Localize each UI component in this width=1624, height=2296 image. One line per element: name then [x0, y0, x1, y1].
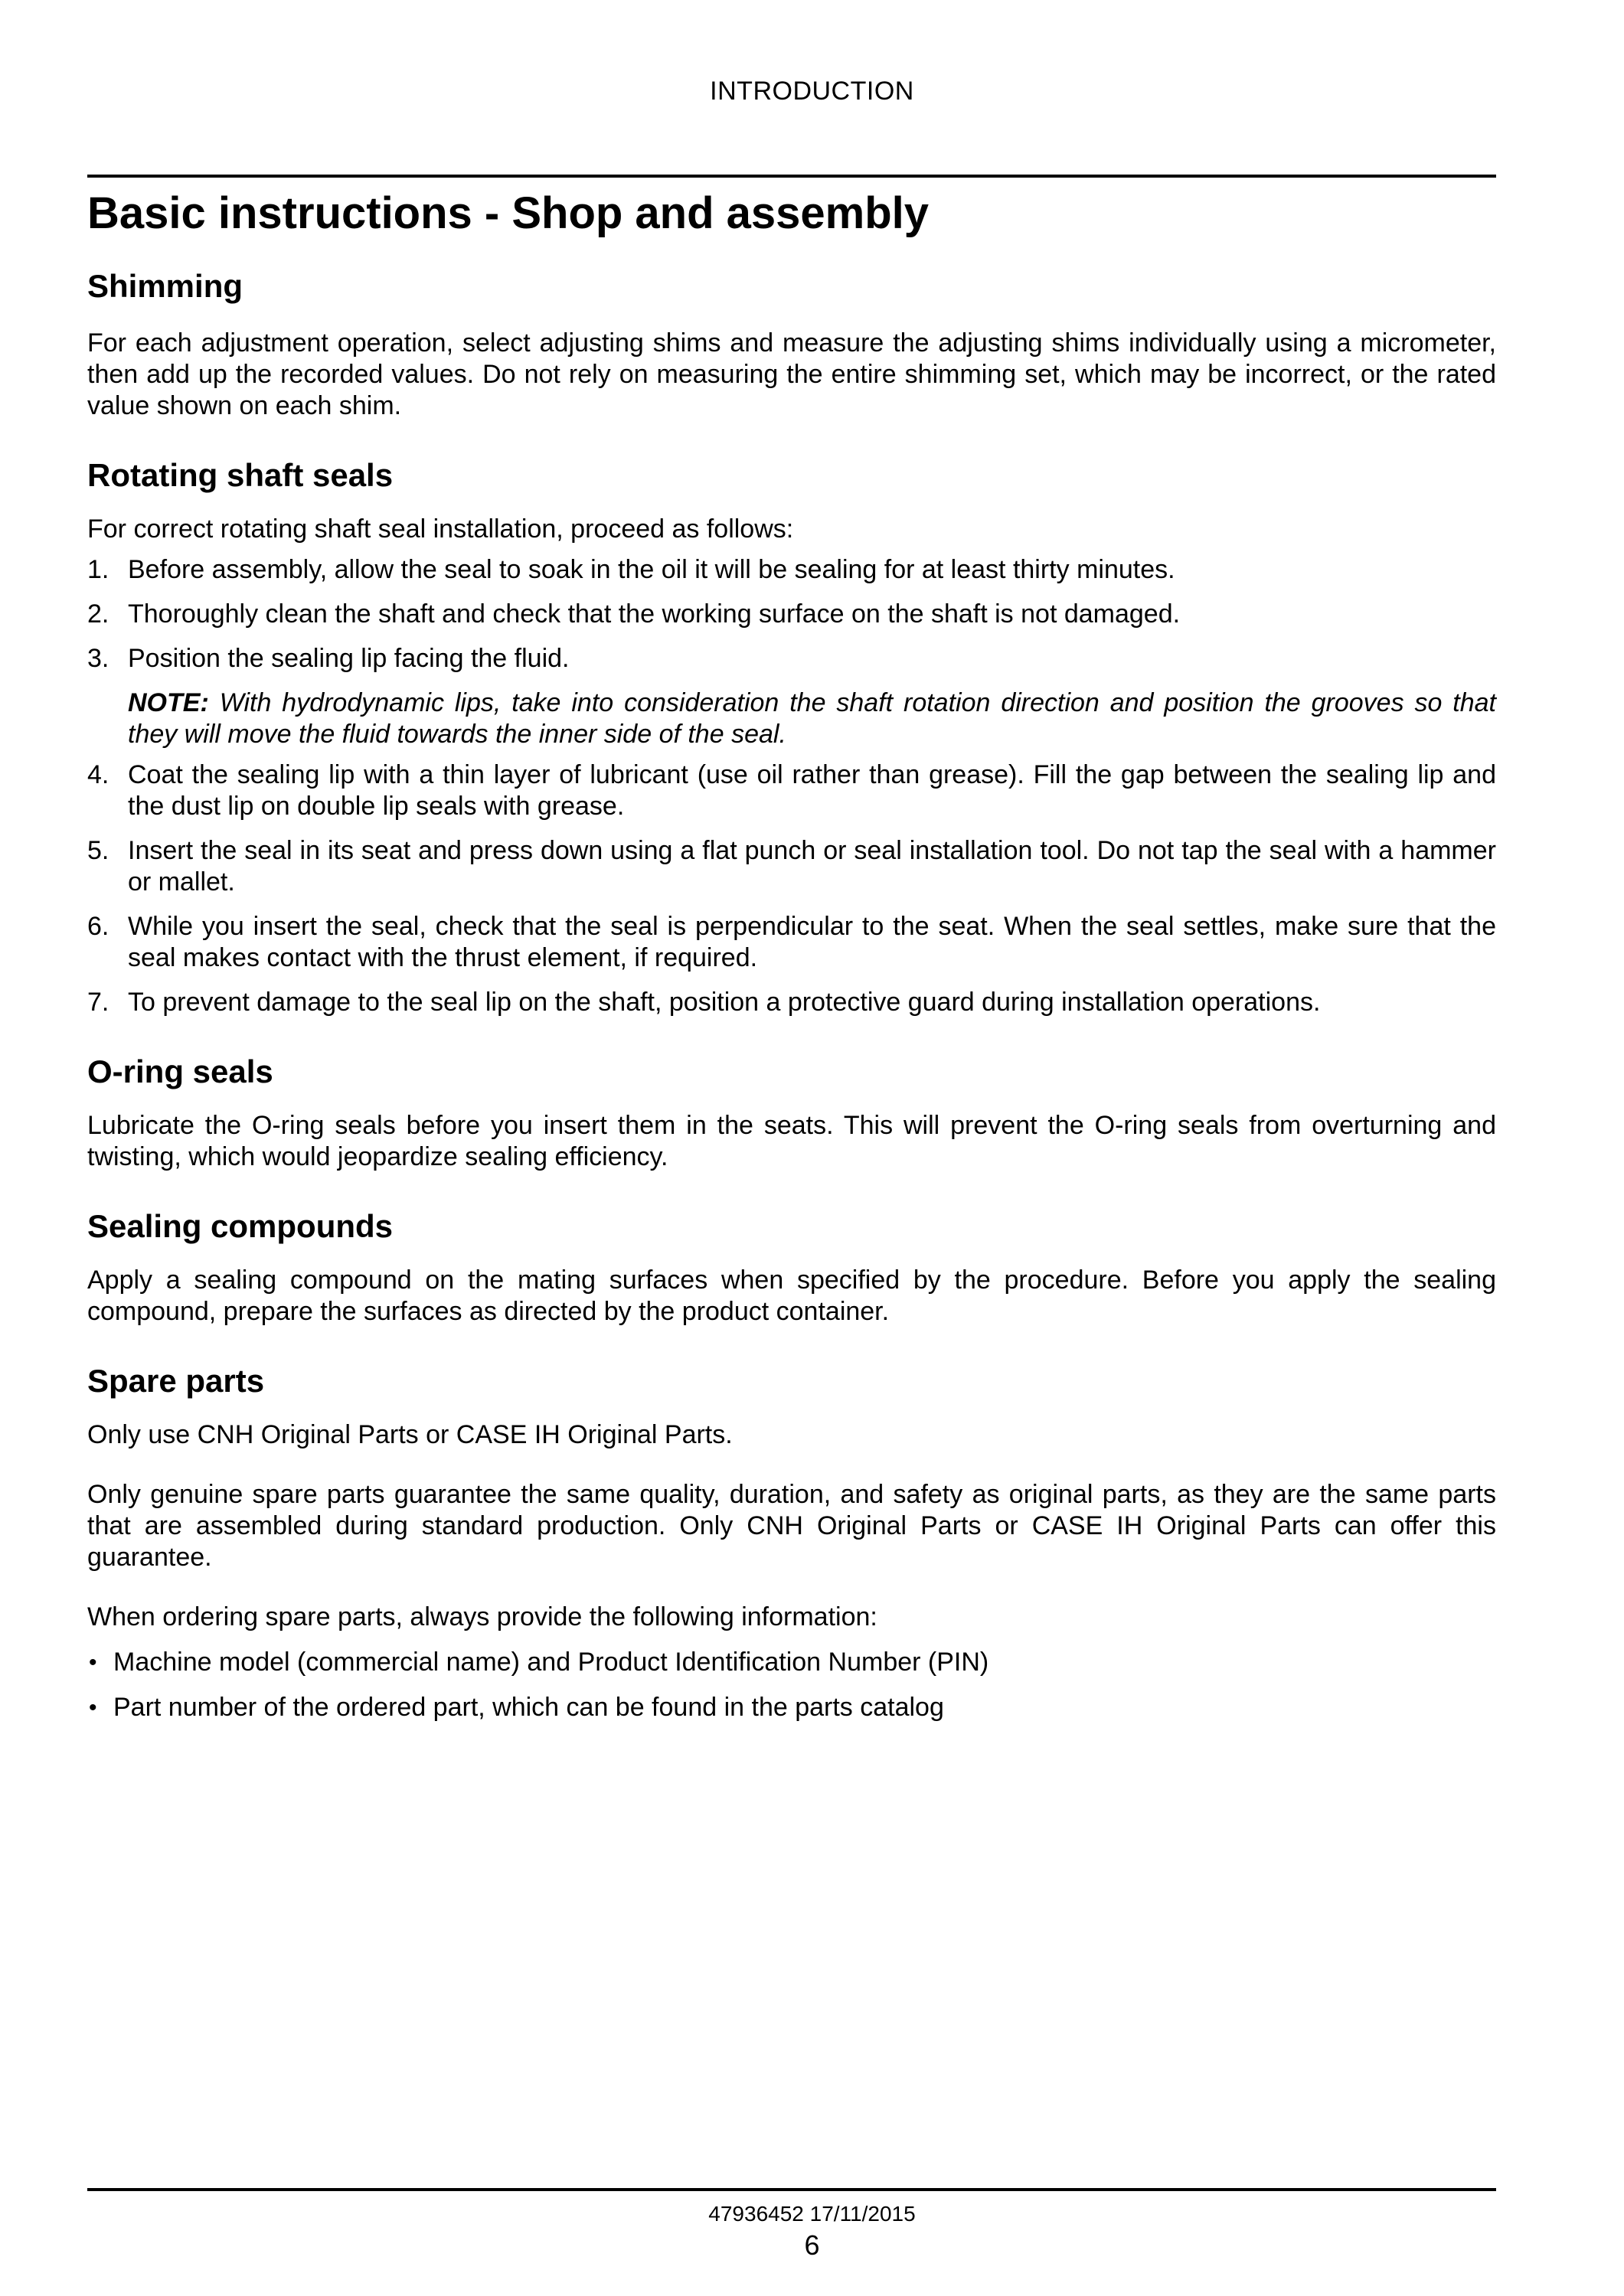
bullet-icon: • [89, 1650, 97, 1675]
bullet-text: Machine model (commercial name) and Product Identification Number (PIN) [113, 1648, 989, 1677]
step-number: 3. [87, 644, 109, 673]
step-text: Before assembly, allow the seal to soak in the oil it will be sealing for at least thirty minutes. [128, 555, 1175, 584]
sealing-compounds-text: Apply a sealing compound on the mating surfaces when specified by the procedure. Before you apply the sealing compound, prepare the surfaces as directed by the product container. [87, 1266, 1496, 1326]
step-number: 2. [87, 599, 109, 629]
heading-sealing-compounds: Sealing compounds [87, 1208, 394, 1244]
heading-o-ring-seals: O-ring seals [87, 1053, 273, 1089]
footer-rule [87, 2188, 1496, 2191]
spare-parts-text-1: Only use CNH Original Parts or CASE IH Original Parts. [87, 1420, 733, 1449]
step-number: 1. [87, 555, 109, 584]
list-item [87, 759, 1496, 822]
spare-parts-text-2: Only genuine spare parts guarantee the same quality, duration, and safety as original parts, as they are the same parts that are assembled during standard production. Only CNH Original Parts or CASE IH Original Parts can offer this guarantee. [87, 1480, 1496, 1572]
step-text: To prevent damage to the seal lip on the shaft, position a protective guard during installation operations. [128, 988, 1321, 1017]
rotating-intro: For correct rotating shaft seal installation, proceed as follows: [87, 514, 794, 544]
o-ring-text: Lubricate the O-ring seals before you insert them in the seats. This will prevent the O-ring seals from overturning and twisting, which would jeopardize sealing efficiency. [87, 1111, 1496, 1171]
running-header: INTRODUCTION [710, 77, 914, 106]
bullet-text: Part number of the ordered part, which can be found in the parts catalog [113, 1693, 944, 1722]
page-title: Basic instructions - Shop and assembly [87, 188, 930, 238]
list-item [87, 835, 1496, 898]
step-text: Insert the seal in its seat and press down using a flat punch or seal installation tool. Do not tap the seal with a hammer or mallet. [128, 836, 1496, 897]
step-number: 6. [87, 912, 109, 941]
heading-rotating-shaft-seals: Rotating shaft seals [87, 457, 394, 493]
step-number: 4. [87, 760, 109, 789]
list-item [87, 1692, 1496, 1723]
document-id: 47936452 17/11/2015 [708, 2202, 916, 2226]
heading-shimming: Shimming [87, 268, 243, 304]
list-item [87, 643, 1496, 674]
step-number: 5. [87, 836, 109, 865]
list-item [87, 599, 1496, 630]
note-label: NOTE: [128, 688, 209, 717]
list-item [87, 1647, 1496, 1678]
list-item [87, 987, 1496, 1018]
header-rule [87, 175, 1496, 178]
spare-parts-info-list [87, 1647, 1496, 1723]
heading-spare-parts: Spare parts [87, 1363, 265, 1399]
list-item [87, 911, 1496, 974]
bullet-icon: • [89, 1695, 97, 1720]
step-text: Coat the sealing lip with a thin layer of lubricant (use oil rather than grease). Fill the gap between the sealing lip and the dust lip on double lip seals with grease. [128, 760, 1496, 821]
page-content [87, 184, 1496, 1723]
spare-parts-text-3: When ordering spare parts, always provide the following information: [87, 1602, 877, 1631]
note-block [128, 687, 1496, 750]
step-text: Thoroughly clean the shaft and check that the working surface on the shaft is not damaged. [128, 599, 1181, 629]
step-text: Position the sealing lip facing the fluid. [128, 644, 570, 673]
note-text: With hydrodynamic lips, take into consideration the shaft rotation direction and position the grooves so that they will move the fluid towards the inner side of the seal. [128, 688, 1496, 749]
rotating-steps-list [87, 554, 1496, 674]
step-text: While you insert the seal, check that the seal is perpendicular to the seat. When the seal settles, make sure that the seal makes contact with the thrust element, if required. [128, 912, 1496, 972]
page-number: 6 [804, 2229, 820, 2261]
rotating-steps-list-continued [87, 759, 1496, 1018]
shimming-text: For each adjustment operation, select adjusting shims and measure the adjusting shims individually using a micrometer, then add up the recorded values. Do not rely on measuring the entire shimming set, which may be incorrect, or the rated value shown on each shim. [87, 328, 1496, 420]
step-number: 7. [87, 988, 109, 1017]
list-item [87, 554, 1496, 586]
